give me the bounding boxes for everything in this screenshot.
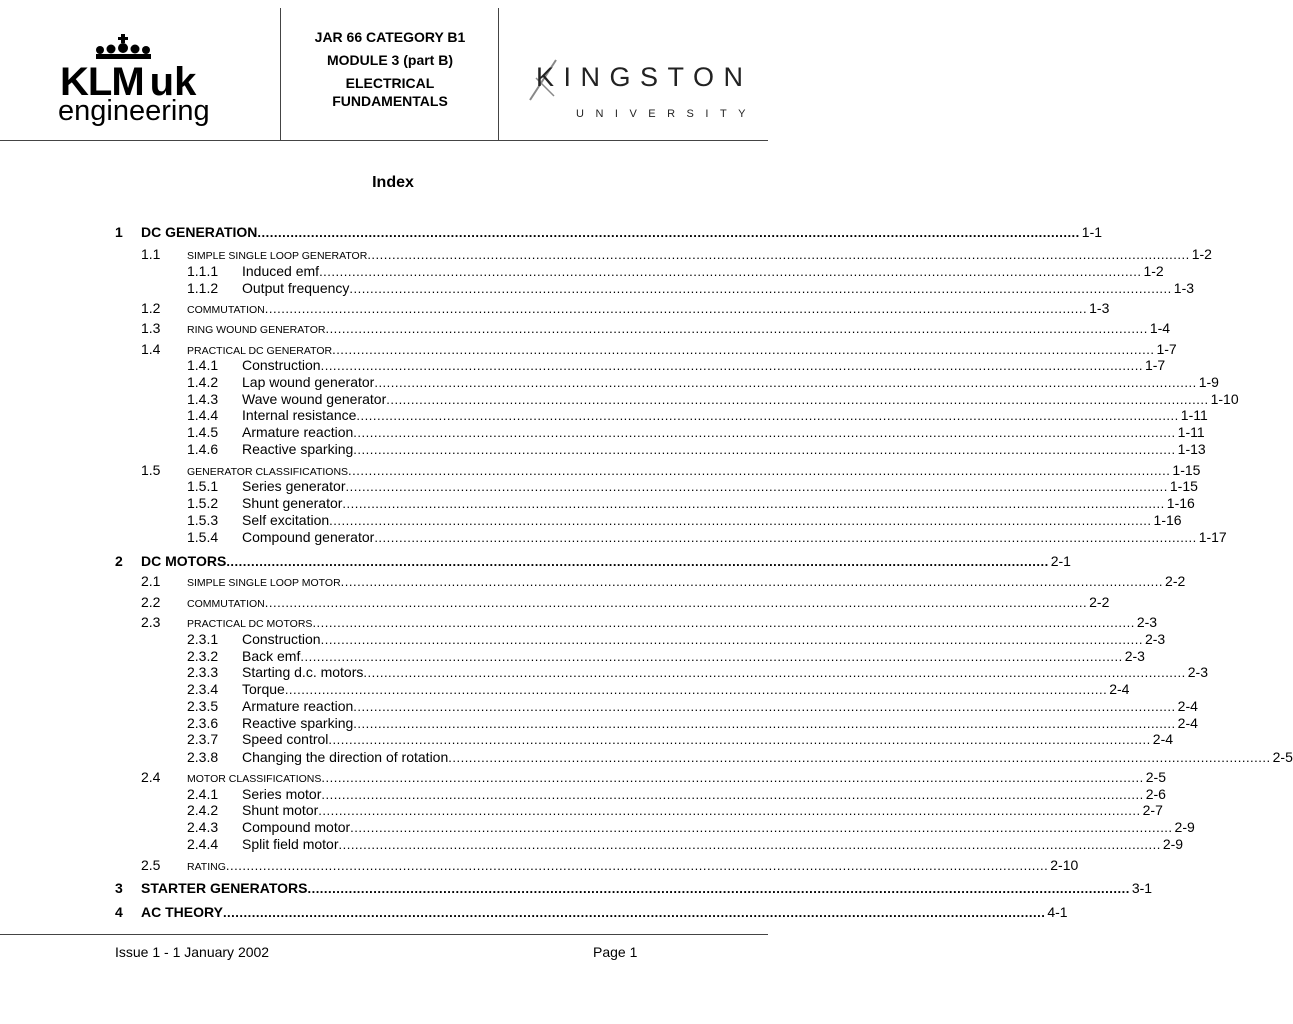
toc-leader-dots: ........................................................................................................................................................................................................: [329, 513, 1152, 528]
toc-entry-number: 1.4: [141, 341, 161, 357]
toc-entry-title: Back emf: [242, 648, 301, 664]
toc-entry-number: 1.4.3: [187, 391, 219, 407]
toc-entry[interactable]: [187, 341, 1177, 357]
toc-entry-number: 2.4.2: [187, 802, 219, 818]
toc-entry-page: 1-4: [1149, 320, 1171, 336]
toc-entry-page: 1-1: [1081, 224, 1103, 240]
toc-entry[interactable]: [187, 573, 1186, 589]
toc-leader-dots: ........................................................................................................................................................................................................: [319, 264, 1142, 279]
toc-entry-title: Armature reaction: [242, 698, 354, 714]
toc-entry-page: 2-3: [1187, 664, 1208, 680]
toc-entry[interactable]: [242, 263, 1164, 279]
toc-entry-page: 1-15: [1172, 462, 1201, 478]
toc-entry-page: 2-9: [1162, 836, 1184, 852]
klm-uk-engineering-logo: [58, 34, 258, 134]
toc-entry-page: 2-4: [1152, 731, 1174, 747]
toc-entry-title: Compound motor: [242, 819, 351, 835]
toc-entry[interactable]: [187, 462, 1201, 478]
toc-leader-dots: ........................................................................................................................................................................................................: [342, 496, 1165, 511]
toc-entry-number: 2.4: [141, 769, 161, 785]
toc-leader-dots: ........................................................................................................................................................................................................: [321, 787, 1144, 802]
toc-entry-page: 2-2: [1165, 573, 1186, 589]
toc-entry-page: 2-5: [1145, 769, 1166, 785]
course-line-2: MODULE 3 (part B): [327, 52, 453, 68]
toc-entry[interactable]: [242, 681, 1130, 697]
toc-leader-dots: ........................................................................................................................................................................................................: [356, 408, 1179, 423]
toc-entry-number: 2: [115, 553, 123, 569]
toc-entry-number: 2.3: [141, 614, 161, 630]
toc-entry-title: PRACTICAL DC MOTORS: [187, 618, 313, 630]
toc-leader-dots: ........................................................................................................................................................................................................: [353, 442, 1176, 457]
toc-leader-dots: ........................................................................................................................................................................................................: [349, 281, 1172, 296]
toc-entry[interactable]: [187, 320, 1171, 336]
toc-entry-title: Shunt motor: [242, 802, 319, 818]
toc-entry-number: 3: [115, 880, 123, 896]
toc-entry-number: 1.4.6: [187, 441, 219, 457]
toc-leader-dots: ........................................................................................................................................................................................................: [307, 881, 1130, 896]
toc-leader-dots: ........................................................................................................................................................................................................: [367, 247, 1190, 262]
toc-entry-page: 1-2: [1143, 263, 1164, 279]
toc-leader-dots: ........................................................................................................................................................................................................: [320, 358, 1143, 373]
toc-leader-dots: ........................................................................................................................................................................................................: [284, 682, 1108, 697]
toc-entry[interactable]: [242, 391, 1239, 407]
footer-rule: [0, 934, 768, 935]
toc-entry-title: COMMUTATION: [187, 304, 265, 316]
toc-leader-dots: ........................................................................................................................................................................................................: [374, 530, 1197, 545]
toc-entry[interactable]: [242, 529, 1227, 545]
toc-entry-title: Induced emf: [242, 263, 320, 279]
toc-leader-dots: ........................................................................................................................................................................................................: [350, 820, 1173, 835]
toc-entry-page: 2-3: [1136, 614, 1158, 630]
header-divider-right: [498, 8, 499, 140]
toc-entry-title: Wave wound generator: [242, 391, 387, 407]
toc-entry-number: 1.4.2: [187, 374, 219, 390]
klm-engineering-text: engineering: [58, 95, 210, 127]
toc-leader-dots: ........................................................................................................................................................................................................: [353, 699, 1176, 714]
toc-entry-title: SIMPLE SINGLE LOOP GENERATOR: [187, 250, 368, 262]
toc-entry[interactable]: [242, 407, 1208, 423]
toc-entry[interactable]: [187, 614, 1158, 630]
toc-entry-title: Series motor: [242, 786, 322, 802]
toc-leader-dots: ........................................................................................................................................................................................................: [321, 770, 1144, 785]
toc-entry-title: Internal resistance: [242, 407, 357, 423]
toc-entry[interactable]: [242, 836, 1184, 852]
toc-entry-title: RATING: [187, 861, 226, 873]
toc-entry-page: 2-6: [1145, 786, 1166, 802]
toc-entry-number: 2.3.6: [187, 715, 219, 731]
toc-entry-number: 1.4.5: [187, 424, 219, 440]
toc-leader-dots: ........................................................................................................................................................................................................: [386, 392, 1209, 407]
footer-issue: Issue 1 - 1 January 2002: [115, 944, 270, 960]
toc-entry-page: 2-1: [1050, 553, 1071, 569]
toc-entry-page: 1-3: [1173, 280, 1195, 296]
course-line-4: FUNDAMENTALS: [332, 93, 448, 109]
toc-entry-number: 2.3.4: [187, 681, 219, 697]
toc-entry-title: Split field motor: [242, 836, 339, 852]
toc-entry-page: 2-2: [1089, 594, 1110, 610]
toc-entry-title: Lap wound generator: [242, 374, 375, 390]
toc-leader-dots: ........................................................................................................................................................................................................: [320, 632, 1143, 647]
toc-leader-dots: ........................................................................................................................................................................................................: [353, 425, 1176, 440]
toc-entry-number: 2.5: [141, 857, 161, 873]
toc-entry-title: Armature reaction: [242, 424, 354, 440]
toc-entry[interactable]: [242, 664, 1208, 680]
klm-uk-text: uk: [149, 60, 197, 104]
toc-leader-dots: ........................................................................................................................................................................................................: [363, 665, 1186, 680]
toc-entry-number: 2.4.1: [187, 786, 219, 802]
toc-entry[interactable]: [242, 495, 1195, 511]
toc-entry-title: RING WOUND GENERATOR: [187, 324, 326, 336]
toc-entry[interactable]: [242, 731, 1174, 747]
toc-entry-page: 2-9: [1174, 819, 1195, 835]
toc-leader-dots: ........................................................................................................................................................................................................: [332, 342, 1155, 357]
toc-leader-dots: ........................................................................................................................................................................................................: [328, 732, 1151, 747]
toc-entry-title: Torque: [242, 681, 285, 697]
toc-entry[interactable]: [242, 280, 1195, 296]
toc-entry-number: 1.3: [141, 320, 161, 336]
course-line-3: ELECTRICAL: [345, 75, 435, 91]
toc-entry-page: 2-3: [1144, 631, 1166, 647]
toc-entry-number: 2.3.5: [187, 698, 219, 714]
toc-entry[interactable]: [187, 594, 1110, 610]
toc-entry[interactable]: [141, 553, 1071, 569]
toc-leader-dots: ........................................................................................................................................................................................................: [225, 858, 1049, 873]
toc-leader-dots: ........................................................................................................................................................................................................: [222, 905, 1046, 920]
toc-entry-number: 1.1.2: [187, 280, 219, 296]
toc-entry-number: 1.1: [141, 246, 161, 262]
toc-entry[interactable]: [242, 374, 1219, 390]
toc-entry[interactable]: [242, 648, 1145, 664]
toc-entry-title: Reactive sparking: [242, 715, 354, 731]
toc-entry[interactable]: [242, 631, 1166, 647]
toc-leader-dots: ........................................................................................................................................................................................................: [338, 837, 1161, 852]
toc-entry[interactable]: [242, 357, 1166, 373]
toc-leader-dots: ........................................................................................................................................................................................................: [312, 615, 1135, 630]
toc-entry-number: 1.5.3: [187, 512, 219, 528]
toc-entry-page: 2-4: [1177, 698, 1198, 714]
header-divider-left: [280, 8, 281, 140]
toc-entry-title: MOTOR CLASSIFICATIONS: [187, 773, 322, 785]
toc-entry-title: COMMUTATION: [187, 598, 265, 610]
toc-entry-number: 1.5.1: [187, 478, 219, 494]
toc-entry[interactable]: [187, 769, 1166, 785]
toc-leader-dots: ........................................................................................................................................................................................................: [448, 750, 1271, 765]
toc-entry-page: 2-5: [1272, 749, 1293, 765]
toc-entry-title: Construction: [242, 357, 321, 373]
toc-entry-number: 1.4.1: [187, 357, 219, 373]
toc-entry-page: 1-2: [1191, 246, 1212, 262]
toc-leader-dots: ........................................................................................................................................................................................................: [318, 803, 1141, 818]
toc-leader-dots: ........................................................................................................................................................................................................: [257, 225, 1080, 240]
toc-entry[interactable]: [187, 246, 1212, 262]
toc-entry-page: 1-9: [1198, 374, 1219, 390]
toc-entry[interactable]: [242, 786, 1166, 802]
kingston-university-logo: [526, 56, 758, 126]
toc-leader-dots: ........................................................................................................................................................................................................: [226, 554, 1049, 569]
toc-entry[interactable]: [242, 749, 1293, 765]
toc-entry-title: DC GENERATION: [141, 224, 258, 240]
toc-entry[interactable]: [242, 441, 1206, 457]
toc-leader-dots: ........................................................................................................................................................................................................: [340, 574, 1164, 589]
toc-entry-title: Compound generator: [242, 529, 375, 545]
toc-entry-number: 1: [115, 224, 123, 240]
toc-entry-number: 1.5.4: [187, 529, 219, 545]
toc-entry-number: 4: [115, 904, 123, 920]
toc-entry-page: 1-7: [1156, 341, 1177, 357]
toc-entry-page: 2-3: [1124, 648, 1145, 664]
toc-entry-page: 1-7: [1144, 357, 1166, 373]
toc-entry-page: 2-7: [1142, 802, 1163, 818]
toc-entry-title: Shunt generator: [242, 495, 343, 511]
header-top-rule: [0, 140, 768, 141]
course-line-1: JAR 66 CATEGORY B1: [314, 29, 466, 45]
toc-entry-page: 1-11: [1177, 424, 1205, 440]
toc-entry-page: 1-13: [1177, 441, 1206, 457]
toc-entry-page: 2-4: [1177, 715, 1198, 731]
toc-entry-number: 1.5: [141, 462, 161, 478]
toc-entry-title: GENERATOR CLASSIFICATIONS: [187, 466, 349, 478]
toc-entry-number: 2.1: [141, 573, 161, 589]
toc-leader-dots: ........................................................................................................................................................................................................: [345, 479, 1168, 494]
toc-entry-page: 1-3: [1089, 300, 1110, 316]
toc-entry-number: 2.2: [141, 594, 161, 610]
klm-text: KLM: [60, 60, 144, 104]
toc-entry[interactable]: [242, 478, 1198, 494]
toc-entry-number: 2.4.3: [187, 819, 219, 835]
toc-entry-title: DC MOTORS: [141, 553, 227, 569]
toc-entry[interactable]: [187, 857, 1079, 873]
toc-entry[interactable]: [242, 512, 1182, 528]
toc-entry-page: 1-16: [1166, 495, 1195, 511]
toc-entry-page: 1-10: [1210, 391, 1239, 407]
toc-entry-number: 2.4.4: [187, 836, 219, 852]
toc-entry[interactable]: [141, 904, 1068, 920]
toc-entry-page: 4-1: [1047, 904, 1068, 920]
toc-leader-dots: ........................................................................................................................................................................................................: [353, 716, 1176, 731]
toc-entry-title: Changing the direction of rotation: [242, 749, 449, 765]
toc-entry-number: 1.4.4: [187, 407, 219, 423]
toc-entry-title: STARTER GENERATORS: [141, 880, 308, 896]
toc-entry[interactable]: [242, 698, 1198, 714]
toc-entry-title: Reactive sparking: [242, 441, 354, 457]
toc-entry[interactable]: [242, 424, 1205, 440]
toc-leader-dots: ........................................................................................................................................................................................................: [325, 321, 1148, 336]
toc-entry[interactable]: [141, 880, 1153, 896]
toc-entry-page: 2-10: [1050, 857, 1079, 873]
toc-entry[interactable]: [242, 802, 1163, 818]
toc-entry-number: 2.3.8: [187, 749, 219, 765]
toc-entry-number: 2.3.7: [187, 731, 219, 747]
toc-entry-number: 2.3.1: [187, 631, 219, 647]
toc-entry-number: 1.1.1: [187, 263, 219, 279]
toc-entry-title: AC THEORY: [141, 904, 223, 920]
toc-entry-title: PRACTICAL DC GENERATOR: [187, 345, 333, 357]
toc-entry-title: SIMPLE SINGLE LOOP MOTOR: [187, 577, 341, 589]
toc-entry[interactable]: [242, 715, 1198, 731]
toc-entry-number: 2.3.2: [187, 648, 219, 664]
toc-entry-page: 3-1: [1131, 880, 1153, 896]
page-title: Index: [372, 174, 414, 191]
toc-leader-dots: ........................................................................................................................................................................................................: [264, 595, 1088, 610]
toc-entry-title: Series generator: [242, 478, 346, 494]
toc-entry-number: 1.2: [141, 300, 161, 316]
toc-entry-number: 1.5.2: [187, 495, 219, 511]
toc-leader-dots: ........................................................................................................................................................................................................: [300, 649, 1123, 664]
toc-entry[interactable]: [187, 300, 1110, 316]
toc-entry-page: 1-15: [1169, 478, 1198, 494]
toc-leader-dots: ........................................................................................................................................................................................................: [264, 301, 1088, 316]
toc-entry-page: 1-16: [1153, 512, 1182, 528]
toc-entry-title: Output frequency: [242, 280, 350, 296]
toc-leader-dots: ........................................................................................................................................................................................................: [348, 463, 1171, 478]
toc-entry-page: 1-11: [1180, 407, 1208, 423]
toc-entry-number: 2.3.3: [187, 664, 219, 680]
toc-entry-title: Speed control: [242, 731, 329, 747]
toc-entry-title: Self excitation: [242, 512, 330, 528]
toc-leader-dots: ........................................................................................................................................................................................................: [374, 375, 1197, 390]
toc-entry-title: Starting d.c. motors: [242, 664, 364, 680]
toc-entry[interactable]: [242, 819, 1195, 835]
kingston-university-text: UNIVERSITY: [576, 108, 758, 120]
footer-page-number: Page 1: [593, 944, 638, 960]
toc-entry[interactable]: [141, 224, 1103, 240]
course-title-block: [282, 28, 498, 110]
kingston-wordmark: KINGSTON: [536, 62, 753, 92]
toc-entry-title: Construction: [242, 631, 321, 647]
toc-entry-page: 2-4: [1109, 681, 1130, 697]
toc-entry-page: 1-17: [1198, 529, 1227, 545]
